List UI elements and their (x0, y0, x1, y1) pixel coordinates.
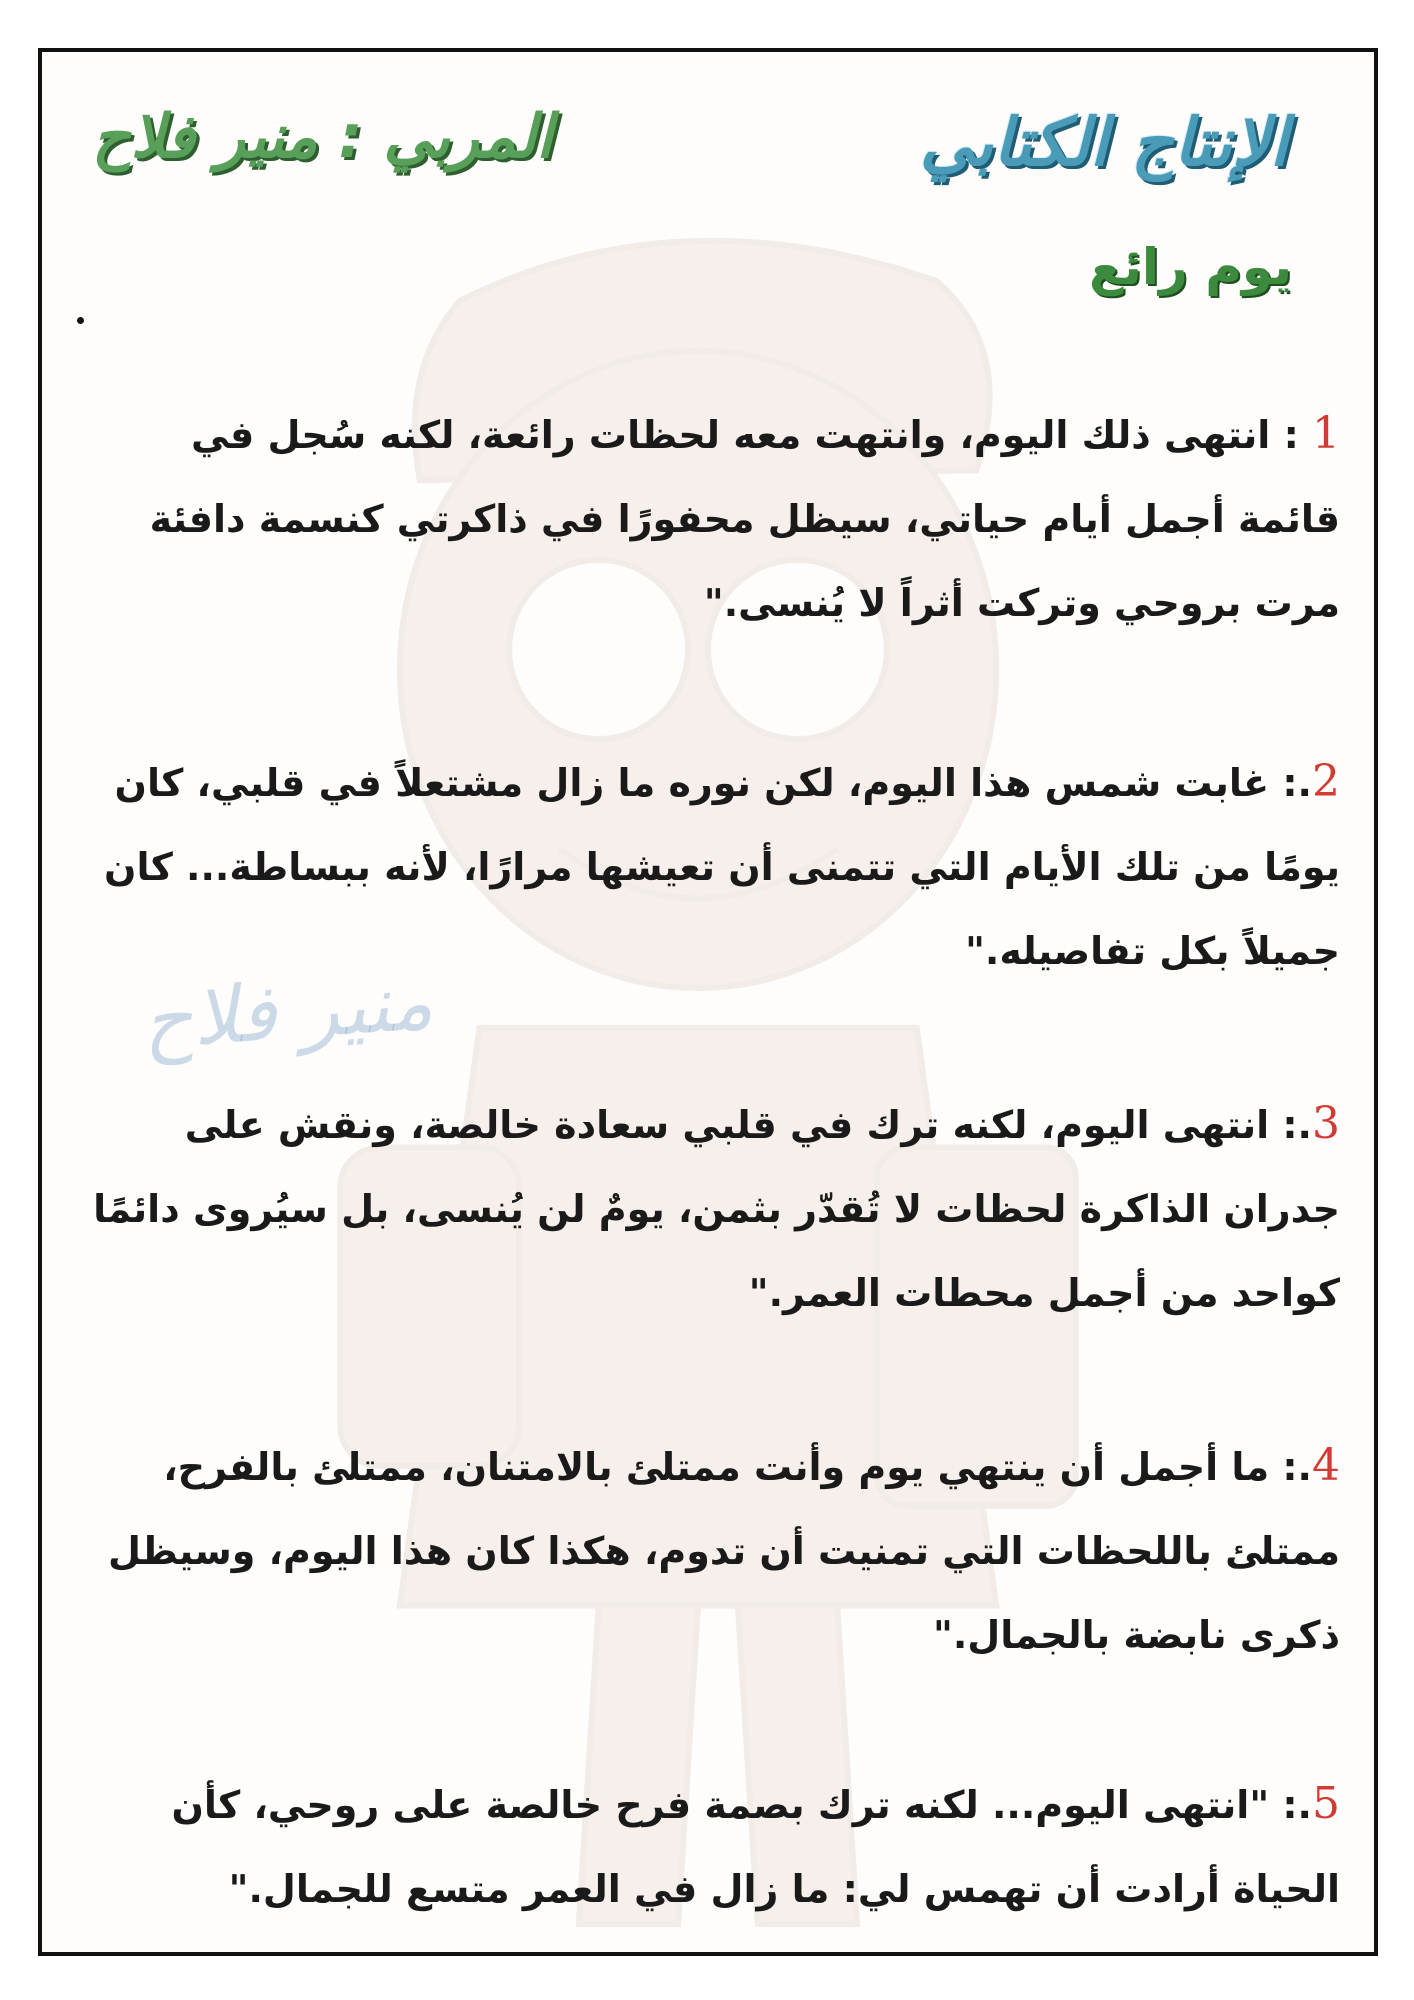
paragraph-text: : انتهى ذلك اليوم، وانتهت معه لحظات رائعة، لكنه سُجل في قائمة أجمل أيام حياتي، سيظل محفورًا في ذاكرتي كنسمة دافئة مرت بروحي وتركت أثراً لا يُنسى." (149, 413, 1340, 625)
paragraph-number: 3 (1312, 1098, 1340, 1149)
page-title: الإنتاج الكتابي (919, 104, 1288, 181)
paragraph-number: 5 (1312, 1778, 1340, 1829)
bullet-dot (77, 317, 84, 324)
paragraph-1 (78, 392, 1340, 645)
paragraph-5 (78, 1762, 1340, 1931)
page-frame (38, 48, 1378, 1956)
paragraph-text: .: غابت شمس هذا اليوم، لكن نوره ما زال مشتعلاً في قلبي، كان يومًا من تلك الأيام التي تتمنى أن تعيشها مرارًا، لأنه ببساطة... كان جميلاً بكل تفاصيله." (104, 761, 1340, 973)
paragraph-2 (78, 740, 1340, 993)
paragraph-text: .: ما أجمل أن ينتهي يوم وأنت ممتلئ بالامتنان، ممتلئ بالفرح، ممتلئ باللحظات التي تمنيت أن تدوم، هكذا كان هذا اليوم، وسيظل ذكرى نابضة بالجمال." (107, 1445, 1340, 1657)
paragraph-text: .: انتهى اليوم، لكنه ترك في قلبي سعادة خالصة، ونقش على جدران الذاكرة لحظات لا تُقدّر بثمن، يومٌ لن يُنسى، بل سيُروى دائمًا كواحد من أجمل محطات العمر." (93, 1103, 1340, 1315)
paragraph-text: .: "انتهى اليوم... لكنه ترك بصمة فرح خالصة على روحي، كأن الحياة أرادت أن تهمس لي: ما زال في العمر متسع للجمال." (171, 1783, 1340, 1911)
author-label: المربي : منير فلاح (92, 102, 553, 172)
paragraph-4 (78, 1424, 1340, 1677)
paragraph-number: 4 (1312, 1440, 1340, 1491)
paragraph-3 (78, 1082, 1340, 1335)
subtitle: يوم رائع (1088, 238, 1292, 296)
paragraph-number: 1 (1312, 408, 1340, 459)
watermark: منير فلاح (139, 956, 436, 1068)
paragraph-number: 2 (1312, 756, 1340, 807)
